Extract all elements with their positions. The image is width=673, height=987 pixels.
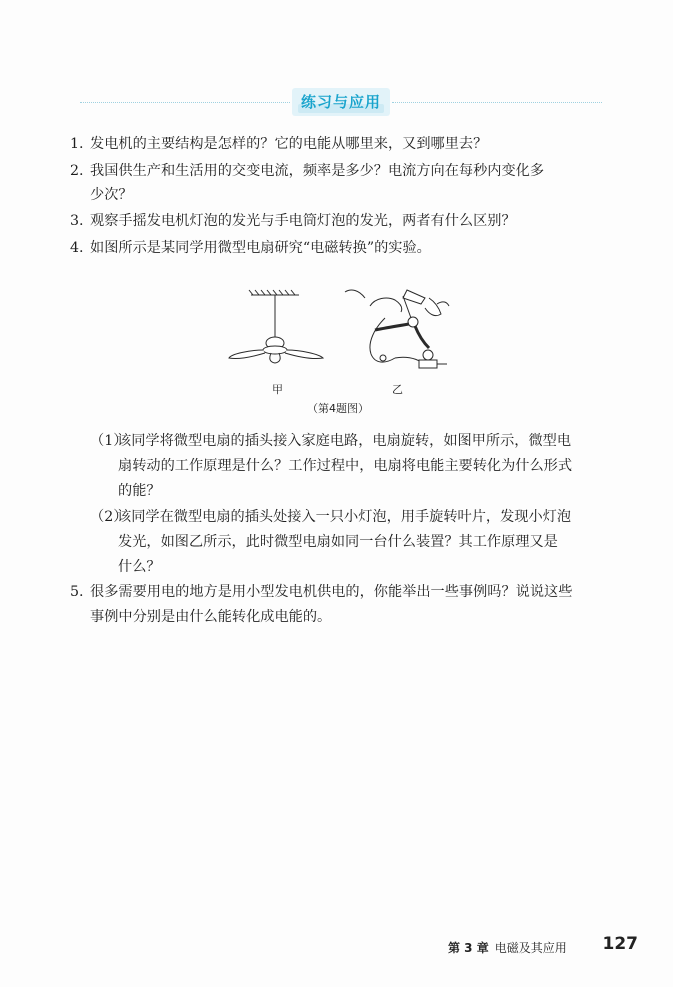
figure-label-jia: 甲 <box>272 383 283 396</box>
page-footer <box>448 934 638 956</box>
question-4: 4. 如图所示是某同学用微型电扇研究“电磁转换”的实验。 <box>70 240 431 256</box>
figure-caption: （第4题图） <box>307 402 369 415</box>
question-2-line-2: 少次？ <box>90 187 133 203</box>
sub-question-2-line-2: 发光，如图乙所示，此时微型电扇如同一台什么装置？其工作原理又是 <box>118 534 558 550</box>
sub-question-2: （2）该同学在微型电扇的插头处接入一只小灯泡，用手旋转叶片，发现小灯泡 <box>90 509 572 525</box>
chapter-number: 第 3 章 <box>448 941 489 955</box>
hand-fan-bulb-diagram <box>345 290 449 368</box>
section-title: 练习与应用 <box>300 93 381 111</box>
figure-fan-experiment <box>225 278 465 388</box>
question-3: 3. 观察手摇发电机灯泡的发光与手电筒灯泡的发光，两者有什么区别？ <box>70 213 516 229</box>
page-number: 127 <box>602 934 638 954</box>
sub-question-2-line-3: 什么？ <box>118 559 161 575</box>
sub-question-1-line-3: 的能？ <box>118 483 161 499</box>
header-dotted-rule-right <box>392 102 602 103</box>
chapter-title: 电磁及其应用 <box>494 941 567 955</box>
question-5: 5. 很多需要用电的地方是用小型发电机供电的，你能举出一些事例吗？说说这些 <box>70 584 573 600</box>
question-5-line-2: 事例中分别是由什么能转化成电能的。 <box>90 609 332 625</box>
question-1: 1. 发电机的主要结构是怎样的？它的电能从哪里来，又到哪里去？ <box>70 136 488 152</box>
fan-illustration <box>225 278 465 388</box>
ceiling-fan-diagram <box>229 290 323 363</box>
sub-question-1: （1）该同学将微型电扇的插头接入家庭电路，电扇旋转，如图甲所示，微型电 <box>90 433 572 449</box>
figure-label-yi: 乙 <box>392 383 403 396</box>
question-2: 2. 我国供生产和生活用的交变电流，频率是多少？电流方向在每秒内变化多 <box>70 163 545 179</box>
sub-question-1-line-2: 扇转动的工作原理是什么？工作过程中，电扇将电能主要转化为什么形式 <box>118 458 573 474</box>
section-banner <box>292 88 390 116</box>
header-dotted-rule-left <box>80 102 290 103</box>
